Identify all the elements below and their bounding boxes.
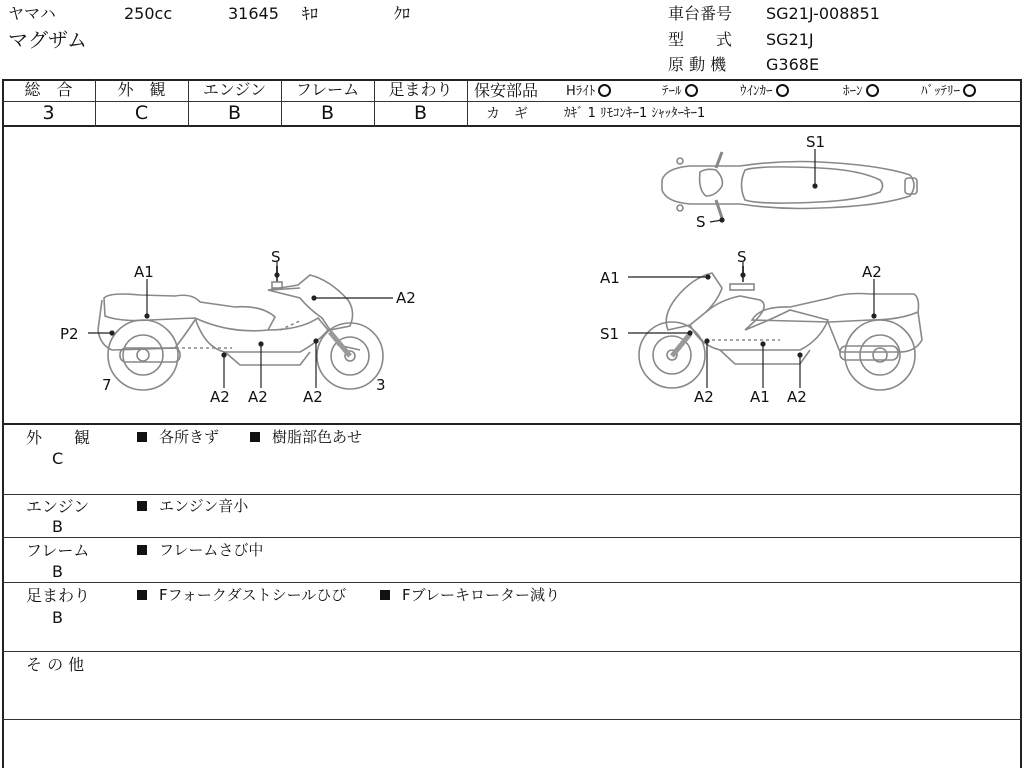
bullet-square-icon bbox=[137, 590, 147, 600]
exterior-label: 外 観 bbox=[117, 80, 166, 99]
frame-number-label: 車台番号 bbox=[668, 4, 733, 23]
diagram-label: 7 bbox=[102, 376, 112, 394]
scooter-right-view bbox=[639, 266, 922, 390]
bullet-square-icon bbox=[380, 590, 390, 600]
scooter-left-view bbox=[98, 266, 383, 390]
diagram-labels bbox=[60, 133, 882, 406]
bullet-square-icon bbox=[137, 432, 147, 442]
remark-note: Fフォークダストシールひび bbox=[137, 588, 346, 603]
section-grade: C bbox=[52, 449, 64, 468]
frame-label: フレーム bbox=[295, 80, 360, 99]
section-grade: B bbox=[52, 562, 63, 581]
remark-note: 各所きず bbox=[137, 430, 219, 445]
scooter-top-view bbox=[662, 152, 917, 218]
diagram-label: A2 bbox=[248, 388, 268, 406]
mileage: 31645 bbox=[228, 4, 279, 23]
section-title: フレーム bbox=[26, 541, 90, 560]
overall-label: 総 合 bbox=[24, 80, 73, 99]
safety-item-headlight: Hﾗｲﾄ bbox=[566, 84, 611, 98]
safety-item-battery: ﾊﾞｯﾃﾘｰ bbox=[921, 84, 976, 98]
diagram-label: S1 bbox=[806, 133, 826, 151]
remark-note: 樹脂部色あせ bbox=[250, 430, 362, 445]
maker: ヤマハ bbox=[8, 4, 56, 23]
exterior-grade: C bbox=[134, 102, 149, 124]
type-label: 型 式 bbox=[668, 30, 733, 49]
bullet-square-icon bbox=[137, 501, 147, 511]
section-title: エンジン bbox=[26, 497, 90, 516]
diagram-label: S1 bbox=[600, 325, 620, 343]
key-value: ｶｷﾞ 1 ﾘﾓｺﾝｷｰ1 ｼｬｯﾀｰｷｰ1 bbox=[564, 106, 706, 121]
remark-note: フレームさび中 bbox=[137, 543, 263, 558]
section-title: そ の 他 bbox=[26, 655, 85, 674]
section-title: 外 観 bbox=[26, 428, 91, 447]
section-grade: B bbox=[52, 517, 63, 536]
engine-model-value: G368E bbox=[766, 55, 820, 74]
displacement: 250cc bbox=[124, 4, 173, 23]
diagram-label: 3 bbox=[376, 376, 386, 394]
mileage-unit: ｷﾛ bbox=[302, 4, 319, 23]
frame-number: SG21J-008851 bbox=[766, 4, 880, 23]
safety-item-taillight: ﾃｰﾙ bbox=[662, 84, 698, 98]
diagram-label: S bbox=[696, 213, 706, 231]
suspension-grade: B bbox=[413, 102, 428, 124]
diagram-label: A2 bbox=[862, 263, 882, 281]
section-title: 足まわり bbox=[26, 586, 91, 605]
diagram-label: A2 bbox=[210, 388, 230, 406]
engine-label: エンジン bbox=[202, 80, 267, 99]
model-name: マグザム bbox=[8, 28, 87, 52]
diagram-label: A2 bbox=[787, 388, 807, 406]
bullet-square-icon bbox=[137, 545, 147, 555]
safety-label: 保安部品 bbox=[474, 81, 539, 100]
diagram-label: A1 bbox=[600, 269, 620, 287]
safety-item-horn: ﾎｰﾝ bbox=[843, 84, 879, 98]
diagram-label: S bbox=[271, 248, 281, 266]
overall-grade: 3 bbox=[42, 102, 55, 124]
key-label: カ ギ bbox=[486, 106, 528, 122]
engine-grade: B bbox=[227, 102, 242, 124]
engine-model-label: 原 動 機 bbox=[668, 55, 727, 74]
diagram-label: A2 bbox=[303, 388, 323, 406]
type-value: SG21J bbox=[766, 30, 814, 49]
damage-markers bbox=[88, 149, 876, 388]
diagram-label: A1 bbox=[750, 388, 770, 406]
suspension-label: 足まわり bbox=[388, 80, 453, 99]
remark-note: Fブレーキローター減り bbox=[380, 588, 560, 603]
diagram-label: A2 bbox=[396, 289, 416, 307]
diagram-label: S bbox=[737, 248, 747, 266]
diagram-label: P2 bbox=[60, 325, 79, 343]
remark-note: エンジン音小 bbox=[137, 499, 248, 514]
section-grade: B bbox=[52, 608, 63, 627]
safety-item-winker: ｳｲﾝｶｰ bbox=[740, 84, 789, 98]
color: ｸﾛ bbox=[394, 4, 411, 23]
diagram-label: A2 bbox=[694, 388, 714, 406]
frame-grade: B bbox=[320, 102, 335, 124]
bullet-square-icon bbox=[250, 432, 260, 442]
diagram-label: A1 bbox=[134, 263, 154, 281]
